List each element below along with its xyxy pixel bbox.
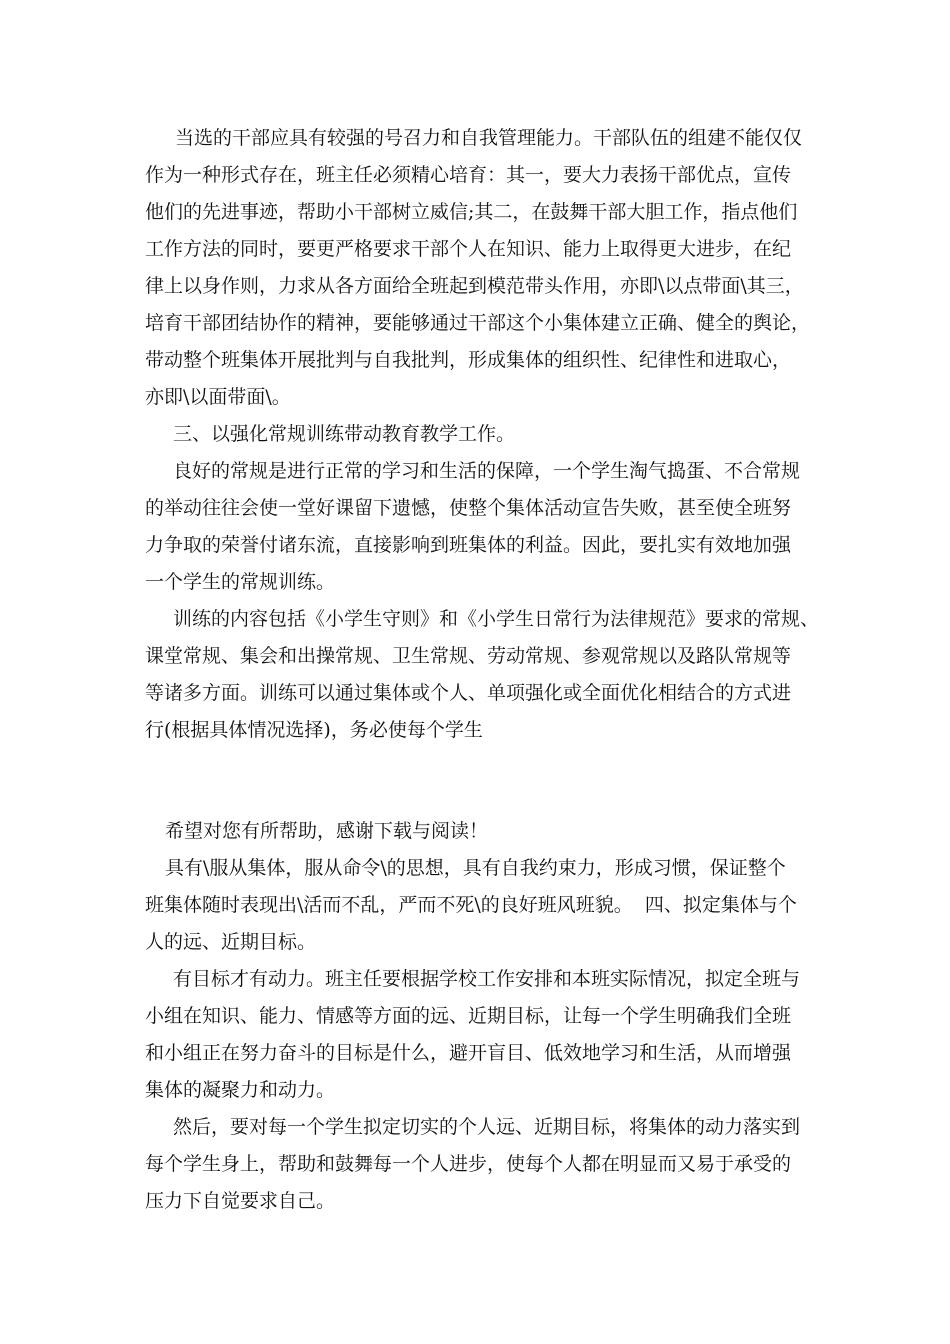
paragraph-line: 和小组正在努力奋斗的目标是什么，避开盲目、低效地学习和生活，从而增强 [145,1042,792,1064]
paragraph-line: 工作方法的同时，要更严格要求干部个人在知识、能力上取得更大进步，在纪 [145,238,792,260]
paragraph-line: 良好的常规是进行正常的学习和生活的保障，一个学生淘气捣蛋、不合常规 [173,460,801,482]
paragraph-line: 力争取的荣誉付诸东流，直接影响到班集体的利益。因此，要扎实有效地加强 [145,534,792,556]
paragraph-line: 亦即\以面带面\。 [145,386,291,408]
paragraph-line: 作为一种形式存在，班主任必须精心培育：其一，要大力表扬干部优点，宣传 [145,164,792,186]
paragraph-line: 律上以身作则，力求从各方面给全班起到模范带头作用，亦即\以点带面\其三， [145,275,804,297]
paragraph-line: 人的远、近期目标。 [145,931,317,953]
paragraph-line: 带动整个班集体开展批判与自我批判，形成集体的组织性、纪律性和进取心， [145,349,792,371]
paragraph-line: 当选的干部应具有较强的号召力和自我管理能力。干部队伍的组建不能仅仅 [175,127,803,149]
paragraph-line: 等诸多方面。训练可以通过集体或个人、单项强化或全面优化相结合的方式进 [145,682,792,704]
paragraph-line: 课堂常规、集会和出操常规、卫生常规、劳动常规、参观常规以及路队常规等 [145,645,792,667]
paragraph-line: 行(根据具体情况选择)，务必使每个学生 [145,719,483,741]
paragraph-line: 训练的内容包括《小学生守则》和《小学生日常行为法律规范》要求的常规、 [173,608,820,630]
paragraph-line: 他们的先进事迹，帮助小干部树立威信;其二，在鼓舞干部大胆工作，指点他们 [145,201,798,223]
paragraph-line: 小组在知识、能力、情感等方面的远、近期目标，让每一个学生明确我们全班 [145,1005,792,1027]
thanks-line: 希望对您有所帮助，感谢下载与阅读！ [165,820,489,842]
paragraph-line: 然后，要对每一个学生拟定切实的个人远、近期目标，将集体的动力落实到 [173,1116,801,1138]
paragraph-line: 压力下自觉要求自己。 [145,1190,336,1212]
paragraph-line: 的举动往往会使一堂好课留下遗憾，使整个集体活动宣告失败，甚至使全班努 [145,497,792,519]
paragraph-line: 一个学生的常规训练。 [145,571,336,593]
paragraph-line: 每个学生身上，帮助和鼓舞每一个人进步，使每个人都在明显而又易于承受的 [145,1153,792,1175]
section-heading: 三、以强化常规训练带动教育教学工作。 [173,423,516,445]
paragraph-line: 集体的凝聚力和动力。 [145,1079,336,1101]
paragraph-line: 班集体随时表现出\活而不乱，严而不死\的良好班风班貌。 四、拟定集体与个 [145,894,797,916]
paragraph-line: 有目标才有动力。班主任要根据学校工作安排和本班实际情况，拟定全班与 [173,968,801,990]
paragraph-line: 具有\服从集体，服从命令\的思想，具有自我约束力，形成习惯，保证整个 [165,857,786,879]
paragraph-line: 培育干部团结协作的精神，要能够通过干部这个小集体建立正确、健全的舆论， [145,312,811,334]
